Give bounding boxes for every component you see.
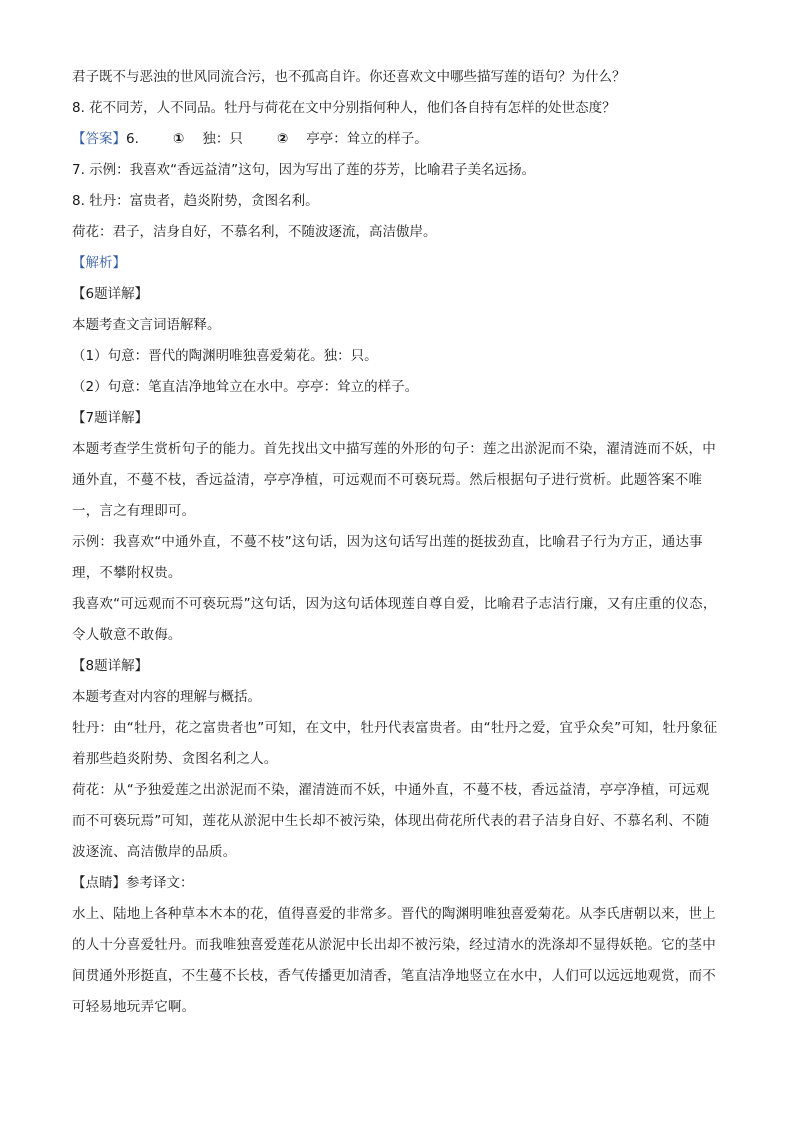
answer-circle-2: ② (276, 131, 289, 147)
answer-circle-1: ① (172, 131, 185, 147)
q7-paragraph-3: 我喜欢“可远观而不可亵玩焉”这句话，因为这句话体现莲自尊自爱，比喻君子志洁行廉，又有庄重的仪态，令人敬意不敢侮。 (72, 596, 717, 643)
answer-item-1: 独：只 (202, 131, 243, 147)
q8-paragraph-peony: 牡丹：由“牡丹，花之富贵者也”可知，在文中，牡丹代表富贵者。由“牡丹之爱，宜乎众矣”可知，牡丹象征着那些趋炎附势、贪图名利之人。 (72, 720, 718, 767)
dianjing-heading: 【点睛】参考译文： (72, 875, 194, 891)
document-body (72, 62, 722, 1023)
translation-paragraph: 水上、陆地上各种草本木本的花，值得喜爱的非常多。晋代的陶渊明唯独喜爱菊花。从李氏唐朝以来，世上的人十分喜爱牡丹。而我唯独喜爱莲花从淤泥中长出却不被污染，经过清水的洗涤却不显得妖艳。它的茎中间贯通外形挺直，不生蔓不长枝，香气传播更加清香，笔直洁净地竖立在水中，人们可以远远地观赏，而不可轻易地玩弄它啊。 (72, 906, 716, 1015)
q6-heading: 【6题详解】 (72, 286, 149, 302)
q8-intro: 本题考查对内容的理解与概括。 (72, 689, 261, 705)
answer-8-lotus: 荷花：君子，洁身自好，不慕名利，不随波逐流，高洁傲岸。 (72, 224, 437, 240)
q6-item-1: （1）句意：晋代的陶渊明唯独喜爱菊花。独：只。 (72, 348, 378, 364)
answer-7: 7. 示例：我喜欢“香远益清”这句，因为写出了莲的芬芳，比喻君子美名远扬。 (72, 162, 536, 178)
question-8: 8. 花不同芳，人不同品。牡丹与荷花在文中分别指何种人，他们各自持有怎样的处世态度？ (72, 100, 616, 116)
question-7-tail: 君子既不与恶浊的世风同流合污，也不孤高自许。你还喜欢文中哪些描写莲的语句？为什么？ (72, 69, 626, 85)
q7-paragraph-1: 本题考查学生赏析句子的能力。首先找出文中描写莲的外形的句子：莲之出淤泥而不染，濯清涟而不妖，中通外直，不蔓不枝，香远益清，亭亭净植，可远观而不可亵玩焉。然后根据句子进行赏析。此题答案不唯一，言之有理即可。 (72, 441, 716, 519)
answer-item-2: 亭亭：耸立的样子。 (306, 131, 428, 147)
analysis-label: 【解析】 (72, 255, 126, 271)
q8-heading: 【8题详解】 (72, 658, 149, 674)
q6-intro: 本题考查文言词语解释。 (72, 317, 221, 333)
q7-heading: 【7题详解】 (72, 410, 149, 426)
answer-label: 【答案】 (72, 131, 126, 147)
answer-8-peony: 8. 牡丹：富贵者，趋炎附势，贪图名利。 (72, 193, 319, 209)
answer-number: 6. (126, 131, 139, 147)
q6-item-2: （2）句意：笔直洁净地耸立在水中。亭亭：耸立的样子。 (72, 379, 419, 395)
answer-line (72, 124, 722, 155)
q8-paragraph-lotus: 荷花：从“予独爱莲之出淤泥而不染，濯清涟而不妖，中通外直，不蔓不枝，香远益清，亭亭净植，可远观而不可亵玩焉”可知，莲花从淤泥中生长却不被污染，体现出荷花所代表的君子洁身自好、不慕名利、不随波逐流、高洁傲岸的品质。 (72, 782, 710, 860)
q7-paragraph-2: 示例：我喜欢“中通外直，不蔓不枝”这句话，因为这句话写出莲的挺拔劲直，比喻君子行为方正，通达事理，不攀附权贵。 (72, 534, 703, 581)
